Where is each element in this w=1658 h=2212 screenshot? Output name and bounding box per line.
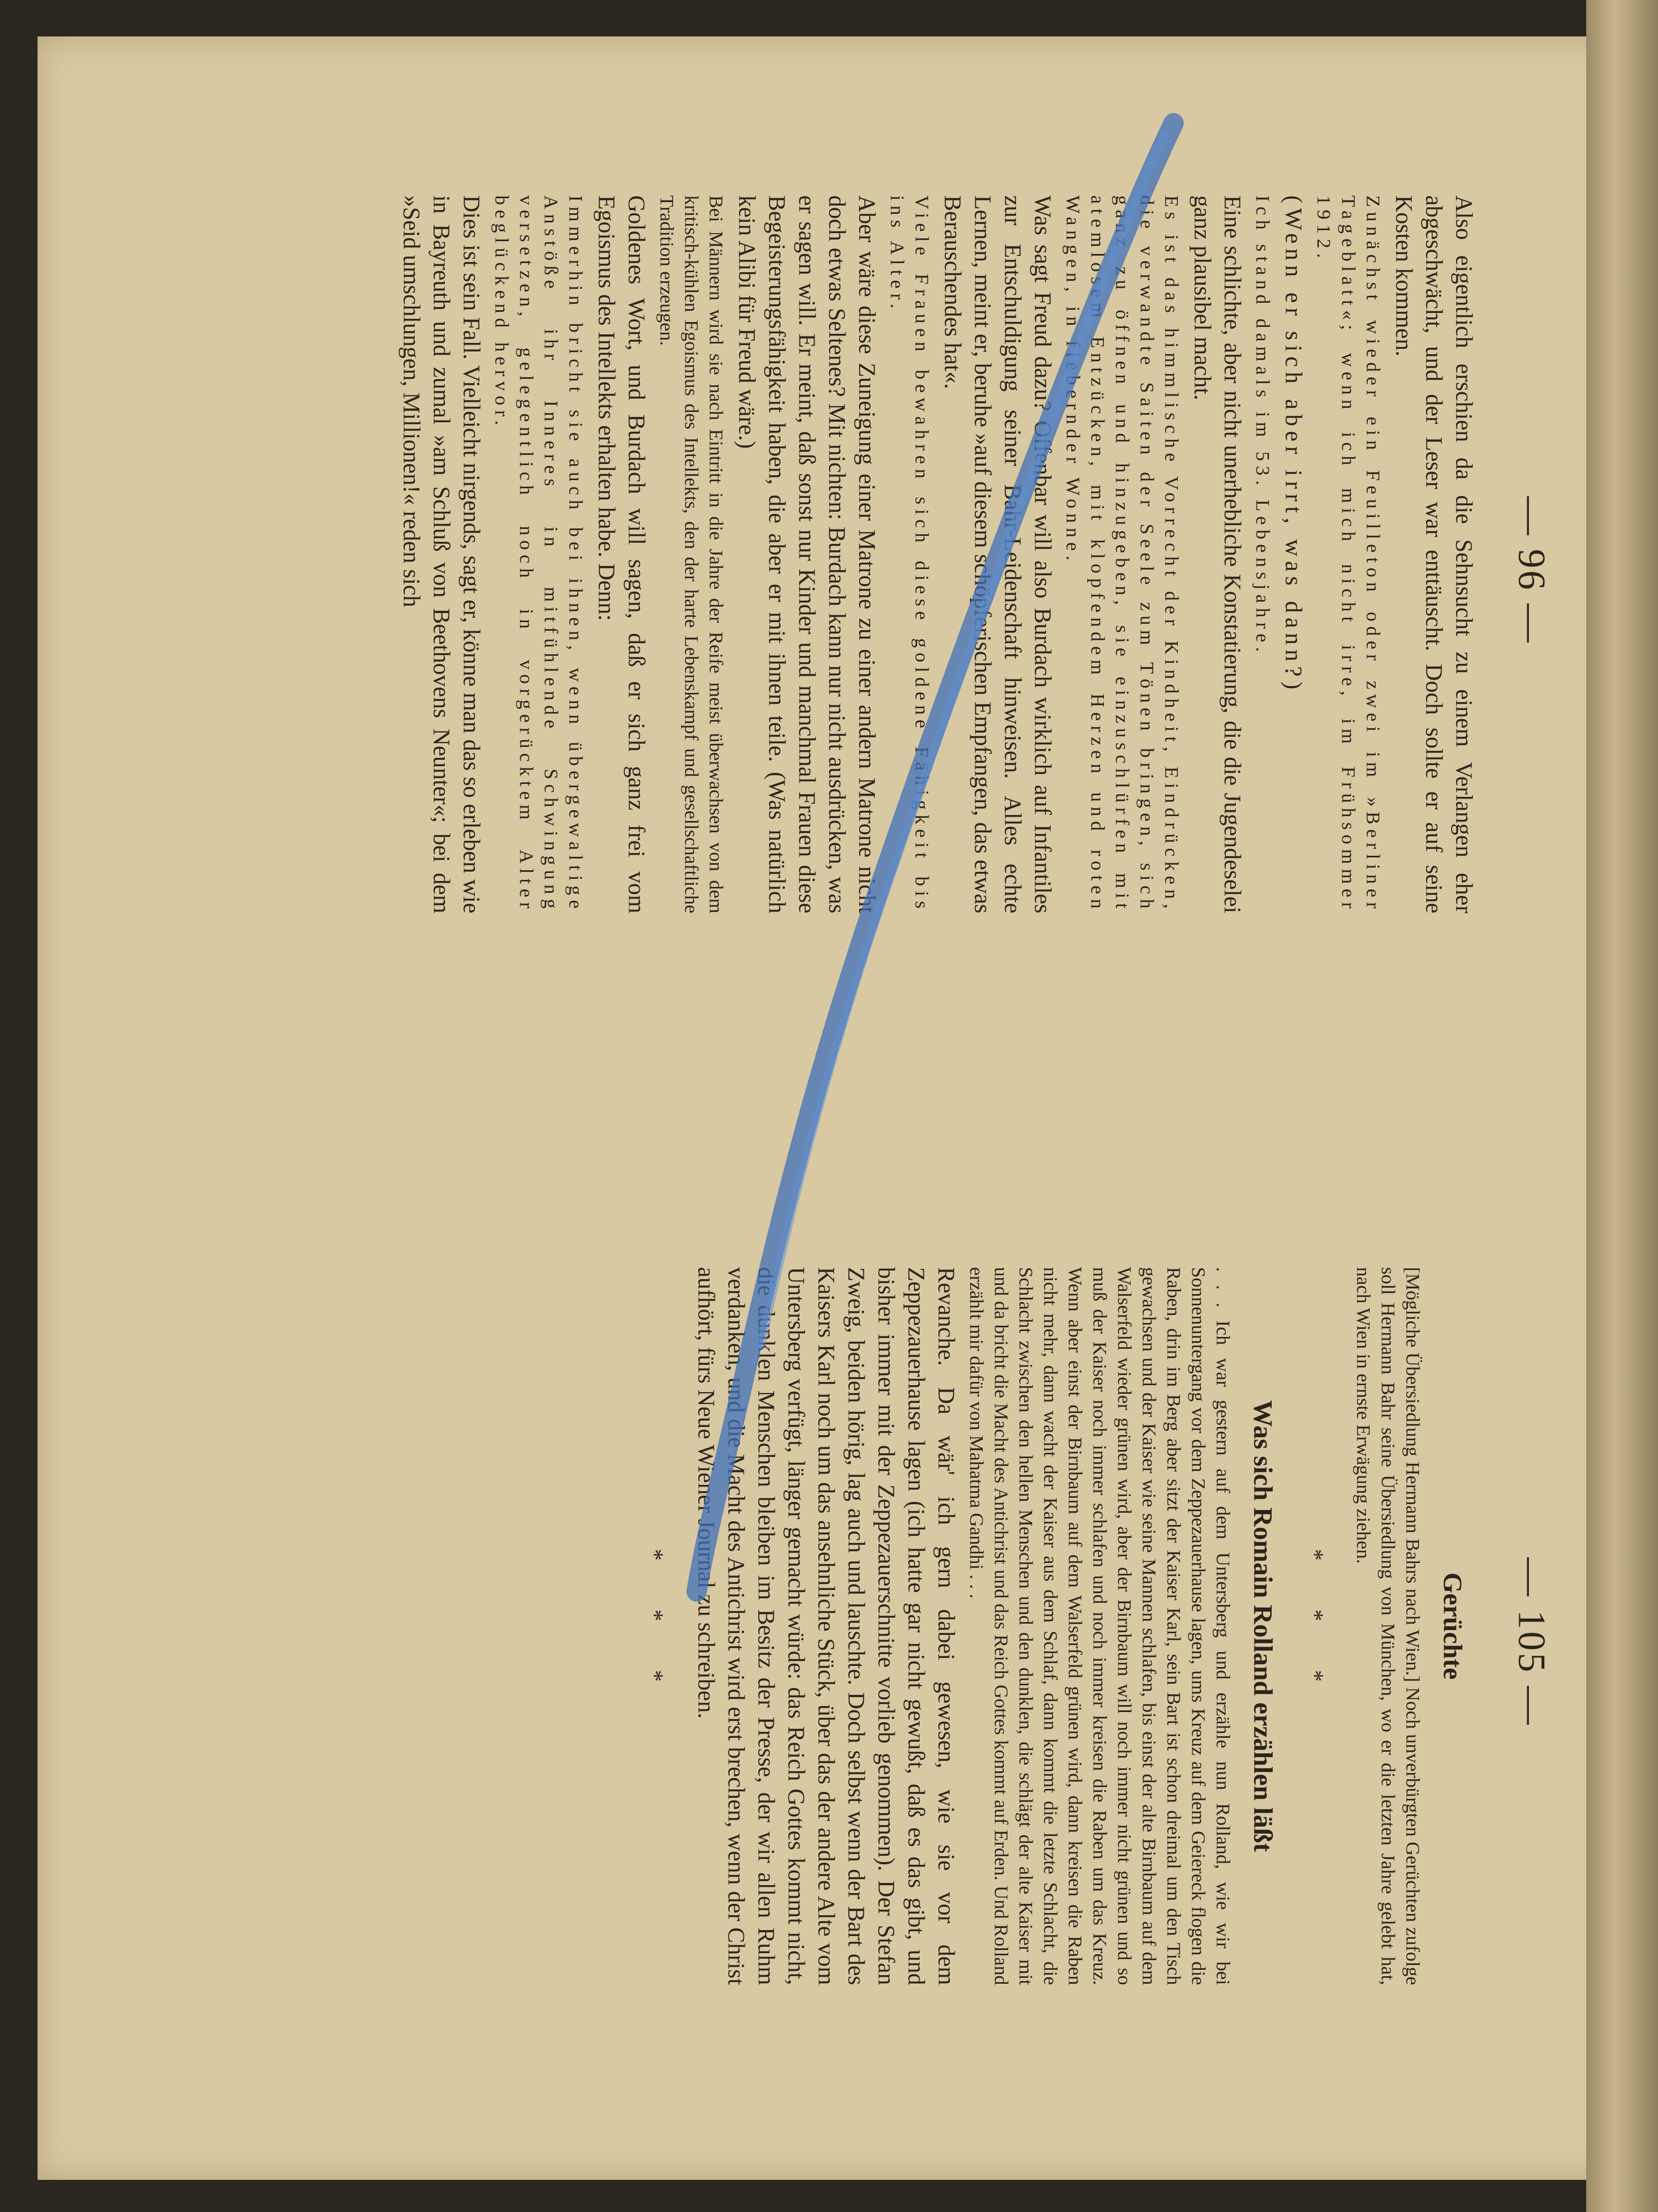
right-page bbox=[40, 1107, 1618, 2178]
quote-paragraph: [Mögliche Übersiedlung Hermann Bahrs nach Wien.] Noch unverbürgten Gerüchten zufolge soll Hermann Bahr seine Übersiedlung von München, wo er die letzten Jahre gelebt hat, nach Wien in ernste Erwägung ziehen. bbox=[1353, 1267, 1424, 1985]
right-column bbox=[618, 1267, 1479, 1985]
paragraph: Was sagt Freud dazu? Offenbar will also Burdach wirklich auf Infantiles zur Entschuldigung seiner Bahr-Leidenschaft hinweisen. Alles echte Lernen, meint er, beruhe »auf diesem schöpferischen Empfangen, das etwas Berauschendes hat«. bbox=[939, 195, 1056, 914]
paragraph: Aber wäre diese Zuneigung einer Matrone zu einer andern Matrone nicht doch etwas Seltenes? Mit nichten: Burdach kann nur nicht ausdrücken, was er sagen will. Er meint, daß sonst nur Kinder und manchmal Frauen diese Begeisterungsfähigkeit haben, die aber er mit ihnen teile. (Was natürlich kein Alibi für Freud wäre.) bbox=[734, 195, 880, 914]
page-number-left: — 96 — bbox=[1510, 496, 1554, 645]
left-page bbox=[40, 35, 1618, 1107]
paragraph: Goldenes Wort, und Burdach will sagen, daß er sich ganz frei vom Egoismus des Intellekts erhalten habe. Denn: bbox=[593, 195, 650, 914]
paragraph: (Wenn er sich aber irrt, was dann?) bbox=[1280, 195, 1307, 694]
paragraph: Eine schlichte, aber nicht unerhebliche Konstatierung, die die Jugendeselei ganz plausibel macht. bbox=[1189, 195, 1246, 914]
paragraph: Dies ist sein Fall. Vielleicht nirgends, sagt er, könne man das so erleben wie in Bayreuth und zumal »am Schluß von Beethovens Neunter«; bei dem »Seid umschlungen, Millionen!« reden sich bbox=[398, 195, 485, 914]
quote-paragraph: Bei Männern wird sie nach Eintritt in die Jahre der Reife meist überwachsen von dem kritisch-kühlen Egoismus des Intellekts, den der harte Lebenskampf und gesellschaftliche Tradition erzeugen. bbox=[656, 195, 727, 914]
left-column bbox=[393, 196, 1479, 914]
quote-paragraph: . . . Ich war gestern auf dem Untersberg und erzähle nun Rolland, wie wir bei Sonnenuntergang vor dem Zeppezauerhause lagen, ums Kreuz auf dem Geiereck flogen die Raben, drin im Berg aber sitzt der Kaiser Karl, sein Bart ist schon dreimal um den Tisch gewachsen und der Kaiser wie seine Mannen schlafen, bis einst der alte Birnbaum auf dem Walserfeld wieder grünen wird, aber der Birnbaum will noch immer nicht grünen und so muß der Kaiser noch immer schlafen und noch immer kreisen die Raben um das Kreuz. Wenn aber einst der Birnbaum auf dem Walserfeld grünen wird, dann kreisen die Raben nicht mehr, dann wacht der Kaiser aus dem Schlaf, dann kommt die letzte Schlacht, die Schlacht zwischen den hellen Menschen und den dunklen, die schlägt der alte Kaiser mit und da bricht die Macht des Antichrist und das Reich Gottes kommt auf Erden. Und Rolland erzählt mir dafür von Mahatma Gandhi . . . bbox=[966, 1267, 1234, 1985]
section-divider: * * * bbox=[641, 1549, 668, 1703]
page-number-right: — 105 — bbox=[1510, 1557, 1554, 1727]
quote-paragraph: Zunächst wieder ein Feuilleton oder zwei im »Berliner Tageblatt«; wenn ich mich nicht irre, im Frühsommer 1912. bbox=[1313, 195, 1384, 914]
paragraph: Revanche. Da wär' ich gern dabei gewesen, wie sie vor dem Zeppezauerhause lagen (ich hatte gar nicht gewußt, daß es das gibt, und bisher immer mit der Zeppezauerschnitte vorlieb genommen). Der Stefan Zweig, beiden hörig, lag auch und lauschte. Doch selbst wenn der Bart des Kaisers Karl noch um das ansehnliche Stück, über das der andere Alte vom Untersberg verfügt, länger gemacht würde: das Reich Gottes kommt nicht, die dunklen Menschen bleiben im Besitz der Presse, der wir allen Ruhm verdanken, und die Macht des Antichrist wird erst brechen, wenn der Christ aufhört, fürs Neue Wiener Journal zu schreiben. bbox=[693, 1267, 960, 1985]
rotated-spread bbox=[40, 35, 1618, 2178]
section-heading: Gerüchte bbox=[1438, 1572, 1468, 1680]
section-divider: * * * bbox=[1302, 1549, 1328, 1703]
section-heading: Was sich Romain Rolland erzählen läßt bbox=[1248, 1400, 1279, 1852]
quote-paragraph: Ich stand damals im 53. Lebensjahre. bbox=[1252, 195, 1274, 657]
quote-paragraph: Es ist das himmlische Vorrecht der Kindheit, Eindrücken, die verwandte Saiten der Seele zum Tönen bringen, sich ganz zu öffnen und hinzugeben, sie einzuschlürfen mit atemlosem Entzücken, mit klopfendem Herzen und roten Wangen, in fiebernder Wonne. bbox=[1062, 195, 1183, 914]
quote-paragraph: Immerhin bricht sie auch bei ihnen, wenn übergewaltige Anstöße ihr Inneres in mitfühlende Schwingung versetzen, gelegentlich noch in vorgerücktem Alter beglückend hervor. bbox=[491, 195, 587, 914]
quote-paragraph: Viele Frauen bewahren sich diese goldene Fähigkeit bis ins Alter. bbox=[886, 195, 933, 914]
paragraph: Also eigentlich erschien da die Sehnsucht zu einem Verlangen eher abgeschwächt, und der Leser war enttäuscht. Doch sollte er auf seine Kosten kommen. bbox=[1391, 195, 1477, 914]
